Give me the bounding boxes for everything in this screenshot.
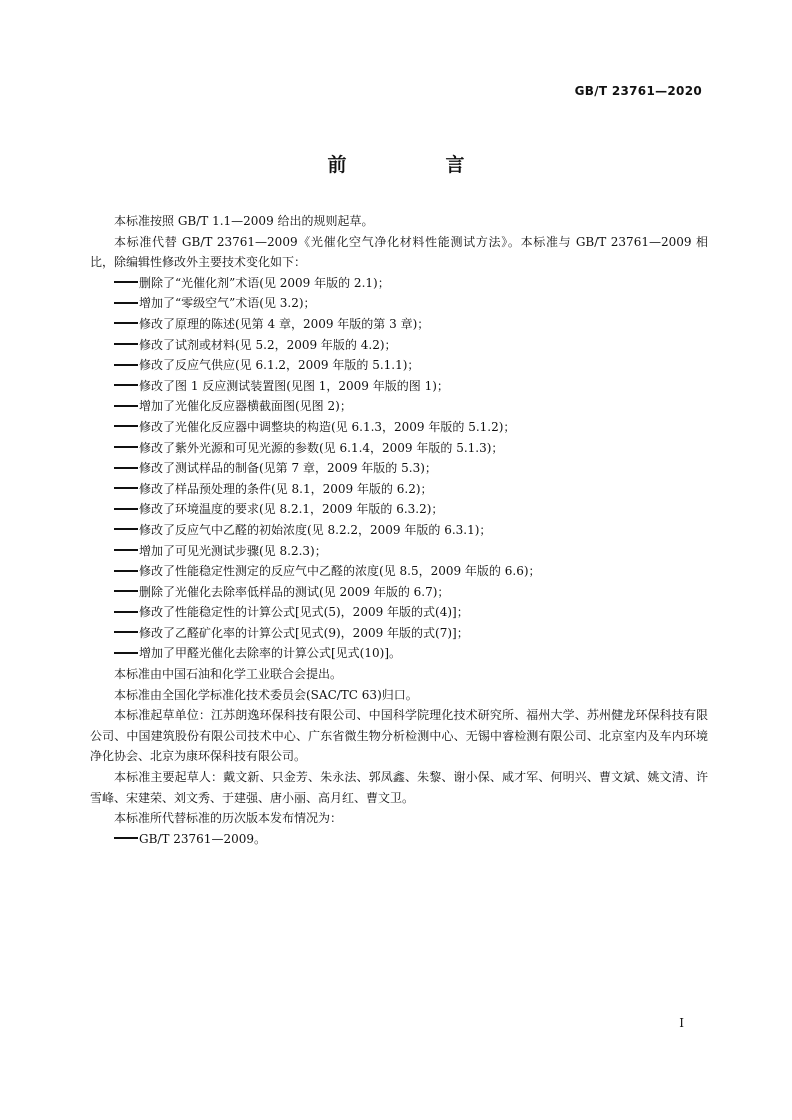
paragraph: 本标准代替 GB/T 23761—2009《光催化空气净化材料性能测试方法》。本标准与 GB/T 23761—2009 相比，除编辑性修改外主要技术变化如下： [90,234,708,270]
dash-mark [114,467,138,469]
list-item-text: 修改了性能稳定性的计算公式[见式(5)，2009 年版的式(4)]； [139,605,469,620]
dash-mark [114,631,138,633]
dash-mark [114,487,138,489]
list-item-text: 增加了可见光测试步骤(见 8.2.3)； [139,543,327,558]
list-item [90,582,708,603]
dash-mark [114,570,138,572]
dash-mark [114,364,138,366]
dash-mark [114,652,138,654]
list-item-text: 修改了样品预处理的条件(见 8.1，2009 年版的 6.2)； [139,481,433,496]
list-item [90,396,708,417]
list-item [90,335,708,356]
paragraph: 本标准主要起草人：戴文新、只金芳、朱永法、郭凤鑫、朱黎、谢小保、咸才军、何明兴、曹文斌、姚文清、许雪峰、宋建荣、刘文秀、于建强、唐小丽、高月红、曹文卫。 [90,770,708,805]
dash-mark [114,549,138,551]
list-item-text: 修改了乙醛矿化率的计算公式[见式(9)，2009 年版的式(7)]； [139,625,469,640]
list-item-text: 删除了光催化去除率低样品的测试(见 2009 年版的 6.7)； [139,584,450,599]
list-item [90,314,708,335]
list-item-text: 修改了反应气供应(见 6.1.2，2009 年版的 5.1.1)； [139,358,420,373]
list-item-text: 增加了“零级空气”术语(见 3.2)； [139,296,316,311]
dash-mark [114,281,138,283]
dash-mark [114,508,138,510]
foreword-body [90,211,708,849]
list-item [90,273,708,294]
list-item [90,479,708,500]
list-item-text: 修改了反应气中乙醛的初始浓度(见 8.2.2，2009 年版的 6.3.1)； [139,522,492,537]
dash-mark [114,343,138,345]
list-item-text: 增加了甲醛光催化去除率的计算公式[见式(10)]。 [139,646,401,661]
list-item [90,355,708,376]
history-list [90,829,708,850]
page-number: I [679,1016,684,1030]
changes-list [90,273,708,664]
list-item-text: 修改了紫外光源和可见光源的参数(见 6.1.4，2009 年版的 5.1.3)； [139,440,504,455]
list-item-text: 修改了测试样品的制备(见第 7 章，2009 年版的 5.3)； [139,461,437,476]
dash-mark [114,405,138,407]
list-item [90,458,708,479]
list-item-text: 删除了“光催化剂”术语(见 2009 年版的 2.1)； [139,275,390,290]
list-item [90,623,708,644]
list-item [90,499,708,520]
list-item [90,643,708,664]
dash-mark [114,384,138,386]
list-item-text: 修改了原理的陈述(见第 4 章，2009 年版的第 3 章)； [139,316,430,331]
dash-mark [114,590,138,592]
dash-mark [114,611,138,613]
list-item [90,602,708,623]
dash-mark [114,322,138,324]
list-item-text: 增加了光催化反应器横截面图(见图 2)； [139,399,352,414]
dash-mark [114,302,138,304]
page-title: 前 言 [327,154,505,176]
dash-mark [114,446,138,448]
dash-mark [114,528,138,530]
paragraph: 本标准由全国化学标准化技术委员会(SAC/TC 63)归口。 [114,687,418,702]
paragraph: 本标准起草单位：江苏朗逸环保科技有限公司、中国科学院理化技术研究所、福州大学、苏州健龙环保科技有限公司、中国建筑股份有限公司技术中心、广东省微生物分析检测中心、无锡中睿检测有限公司、北京室内及车内环境净化协会、北京为康环保科技有限公司。 [90,708,708,764]
list-item [90,561,708,582]
list-item [90,541,708,562]
standard-number: GB/T 23761—2020 [574,84,702,98]
list-item [90,417,708,438]
paragraph: 本标准按照 GB/T 1.1—2009 给出的规则起草。 [114,214,374,228]
paragraph: 本标准由中国石油和化学工业联合会提出。 [114,667,343,682]
list-item [90,520,708,541]
paragraph: 本标准所代替标准的历次版本发布情况为： [114,811,343,826]
dash-mark [114,425,138,427]
list-item [90,293,708,314]
list-item-text: 修改了性能稳定性测定的反应气中乙醛的浓度(见 8.5，2009 年版的 6.6)； [139,564,541,579]
list-item [90,438,708,459]
list-item-text: 修改了图 1 反应测试装置图(见图 1，2009 年版的图 1)； [139,378,449,393]
list-item-text: 修改了环境温度的要求(见 8.2.1，2009 年版的 6.3.2)； [139,502,444,517]
list-item-text: 修改了试剂或材料(见 5.2，2009 年版的 4.2)； [139,337,397,352]
dash-mark [114,837,138,839]
list-item [90,829,708,850]
list-item-text: 修改了光催化反应器中调整块的构造(见 6.1.3，2009 年版的 5.1.2)； [139,419,516,434]
list-item [90,376,708,397]
list-item-text: GB/T 23761—2009。 [139,831,266,846]
